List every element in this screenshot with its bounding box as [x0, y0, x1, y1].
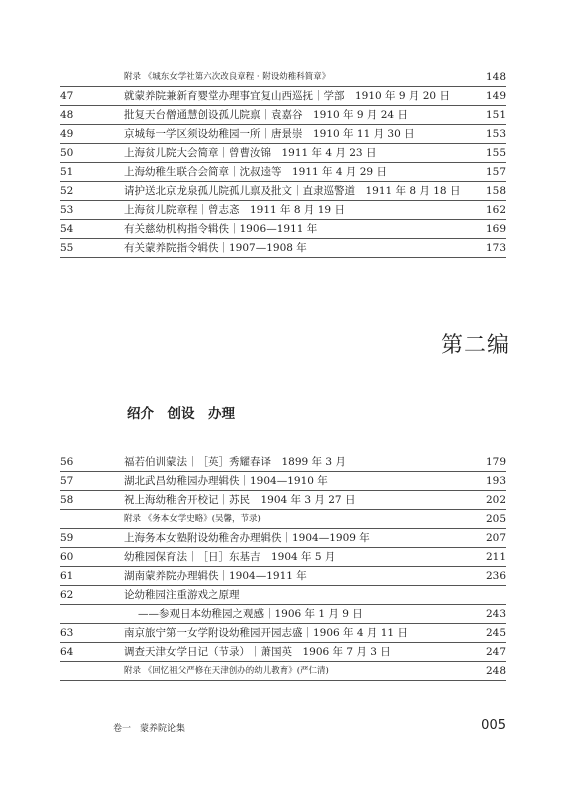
toc-entry-number: 52	[60, 185, 74, 197]
toc-entry[interactable]	[60, 144, 506, 163]
toc-entry[interactable]	[60, 182, 506, 201]
toc-entry-title: 湖南蒙养院办理辑佚｜1904—1911 年	[124, 570, 307, 582]
toc-entry[interactable]	[60, 87, 506, 106]
toc-entry-number: 51	[60, 166, 74, 178]
footer-volume: 卷一 蒙养院论集	[113, 724, 186, 734]
footer-page-number: 005	[481, 718, 506, 733]
toc-entry-page: 162	[485, 204, 506, 216]
toc-entry-title: 祝上海幼稚舍开校记｜苏民 1904 年 3 月 27 日	[124, 494, 356, 506]
toc-entry-title: ——参观日本幼稚园之观感｜1906 年 1 月 9 日	[138, 608, 363, 620]
toc-rule	[60, 124, 506, 125]
toc-entry-page: 158	[485, 185, 506, 197]
toc-entry-title: 有关蒙养院指令辑佚｜1907—1908 年	[124, 242, 307, 254]
toc-entry-page: 149	[485, 90, 506, 102]
toc-entry[interactable]	[60, 491, 506, 510]
toc-entry-number: 64	[60, 646, 74, 658]
toc-entry[interactable]	[60, 453, 506, 472]
toc-entry-page: 236	[485, 570, 506, 582]
toc-entry-title: 附录 《务本女学史略》(吴馨，节录)	[124, 514, 261, 524]
toc-entry-number: 60	[60, 551, 74, 563]
toc-rule	[60, 105, 506, 106]
toc-rule	[60, 547, 506, 548]
toc-rule	[60, 219, 506, 220]
toc-entry-title: 幼稚园保育法｜［日］东基吉 1904 年 5 月	[124, 551, 336, 563]
toc-entry-title: 上海幼稚生联合会简章｜沈叔逵等 1911 年 4 月 29 日	[124, 166, 387, 178]
part-title: 第二编	[441, 333, 511, 358]
toc-rule	[60, 623, 506, 624]
toc-rule	[60, 585, 506, 586]
toc-entry[interactable]	[60, 662, 506, 681]
toc-entry-title: 上海贫儿院章程｜曾志忞 1911 年 8 月 19 日	[124, 204, 345, 216]
toc-entry[interactable]	[60, 68, 506, 87]
toc-entry-page: 179	[485, 456, 506, 468]
toc-entry[interactable]	[60, 643, 506, 662]
toc-rule	[60, 143, 506, 144]
toc-rule	[60, 257, 506, 258]
toc-entry-page: 245	[485, 627, 506, 639]
toc-entry-page: 193	[485, 475, 506, 487]
toc-entry-title: 批复天台僧通慧创设孤儿院禀｜袁嘉谷 1910 年 9 月 24 日	[124, 109, 408, 121]
toc-rule	[60, 661, 506, 662]
toc-rule	[60, 162, 506, 163]
toc-entry-title: 就蒙养院兼新育婴堂办理事宜复山西巡抚｜学部 1910 年 9 月 20 日	[124, 90, 450, 102]
toc-entry-title: 附录 《回忆祖父严修在天津创办的幼儿教育》(严仁清)	[124, 666, 329, 676]
toc-entry-title: 请护送北京龙泉孤儿院孤儿禀及批文｜直隶巡警道 1911 年 8 月 18 日	[124, 185, 461, 197]
toc-entry-number: 58	[60, 494, 74, 506]
toc-entry[interactable]	[60, 106, 506, 125]
section-title: 绍介 创设 办理	[127, 406, 235, 422]
toc-entry-title: 福若伯训蒙法｜［英］秀耀春译 1899 年 3 月	[124, 456, 346, 468]
toc-entry[interactable]	[60, 510, 506, 529]
toc-entry-number: 50	[60, 147, 74, 159]
toc-entry-title: 南京旅宁第一女学附设幼稚园开园志盛｜1906 年 4 月 11 日	[124, 627, 408, 639]
toc-entry[interactable]	[60, 586, 506, 605]
toc-entry-number: 63	[60, 627, 74, 639]
toc-entry[interactable]	[60, 201, 506, 220]
toc-entry[interactable]	[60, 567, 506, 586]
toc-entry-page: 151	[485, 109, 506, 121]
toc-entry-page: 248	[485, 665, 506, 677]
toc-entry-number: 47	[60, 90, 74, 102]
toc-rule	[60, 200, 506, 201]
toc-entry[interactable]	[60, 548, 506, 567]
toc-entry-number: 56	[60, 456, 74, 468]
toc-entry[interactable]	[60, 220, 506, 239]
toc-entry-title: 论幼稚园注重游戏之原理	[124, 589, 240, 601]
toc-entry-number: 61	[60, 570, 74, 582]
toc-rule	[60, 181, 506, 182]
toc-entry-number: 59	[60, 532, 74, 544]
toc-entry-page: 153	[485, 128, 506, 140]
toc-entry[interactable]	[60, 125, 506, 144]
toc-entry-number: 62	[60, 589, 74, 601]
toc-entry-number: 54	[60, 223, 74, 235]
toc-entry-title: 调查天津女学日记（节录）｜萧国英 1906 年 7 月 3 日	[124, 646, 391, 658]
toc-entry-page: 173	[485, 242, 506, 254]
toc-entry[interactable]	[60, 605, 506, 624]
toc-rule	[60, 490, 506, 491]
toc-entry-title: 附录 《城东女学社第六次改良章程 · 附设幼稚科简章》	[124, 72, 331, 82]
toc-entry-title: 有关慈幼机构指令辑佚｜1906—1911 年	[124, 223, 318, 235]
toc-entry[interactable]	[60, 624, 506, 643]
toc-entry-page: 155	[485, 147, 506, 159]
toc-entry-page: 148	[485, 71, 506, 83]
toc-entry-number: 57	[60, 475, 74, 487]
toc-entry-number: 48	[60, 109, 74, 121]
toc-entry-number: 53	[60, 204, 74, 216]
toc-rule	[60, 680, 506, 681]
toc-rule	[60, 566, 506, 567]
toc-entry-page: 247	[485, 646, 506, 658]
toc-entry-title: 上海务本女塾附设幼稚舍办理辑佚｜1904—1909 年	[124, 532, 370, 544]
toc-rule	[60, 642, 506, 643]
toc-entry-page: 169	[485, 223, 506, 235]
toc-entry-page: 202	[485, 494, 506, 506]
toc-entry-title: 上海贫儿院大会简章｜曾曹汝锦 1911 年 4 月 23 日	[124, 147, 377, 159]
toc-entry[interactable]	[60, 239, 506, 258]
toc-rule	[60, 471, 506, 472]
toc-entry-page: 157	[485, 166, 506, 178]
toc-rule	[60, 509, 506, 510]
toc-entry-number: 49	[60, 128, 74, 140]
toc-entry[interactable]	[60, 163, 506, 182]
toc-entry[interactable]	[60, 472, 506, 491]
toc-entry-title: 京城每一学区须设幼稚园一所｜唐景崇 1910 年 11 月 30 日	[124, 128, 415, 140]
toc-entry-page: 207	[485, 532, 506, 544]
toc-rule	[60, 86, 506, 87]
toc-entry-page: 243	[485, 608, 506, 620]
toc-rule	[60, 238, 506, 239]
toc-entry[interactable]	[60, 529, 506, 548]
toc-rule	[60, 604, 506, 605]
toc-entry-title: 湖北武昌幼稚园办理辑佚｜1904—1910 年	[124, 475, 328, 487]
toc-rule	[60, 528, 506, 529]
toc-entry-page: 211	[485, 551, 506, 563]
toc-entry-page: 205	[485, 513, 506, 525]
toc-entry-number: 55	[60, 242, 74, 254]
